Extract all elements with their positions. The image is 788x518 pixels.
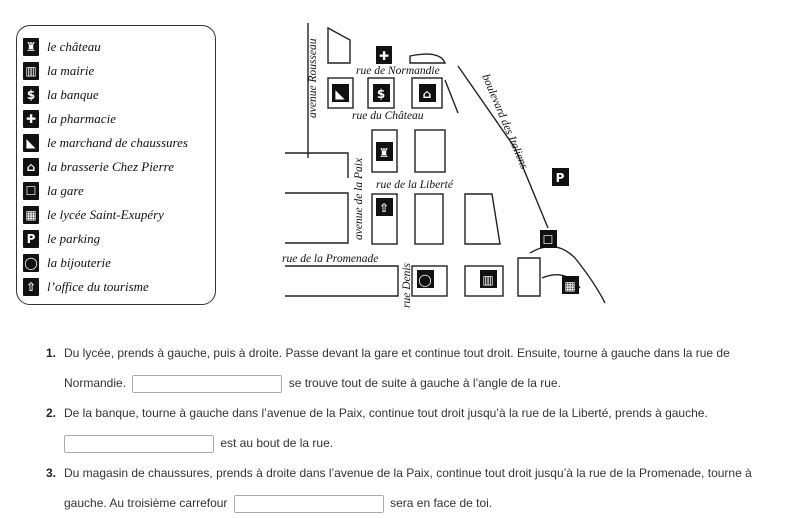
legend-label: la mairie	[47, 63, 95, 78]
legend-item-tourism-office	[23, 276, 149, 298]
question-continuation: se trouve tout de suite à gauche à l’angle de la rue.	[288, 376, 561, 390]
building-block	[328, 28, 350, 63]
building-block	[410, 54, 445, 63]
building-block	[415, 194, 443, 244]
answer-input-3[interactable]	[234, 495, 384, 513]
school-icon: ▦	[564, 279, 576, 293]
legend-label: l’office du tourisme	[47, 279, 149, 294]
street-edge	[285, 153, 348, 178]
question-3	[46, 458, 766, 518]
street-label-liberte: rue de la Liberté	[376, 179, 453, 191]
city-hall-icon: ▥	[23, 62, 39, 80]
question-number: 1.	[46, 346, 57, 360]
legend-item-shoe-store	[23, 132, 188, 154]
school-icon: ▦	[23, 206, 39, 224]
street-label-italiens: boulevard des Italiens	[479, 72, 531, 171]
legend-label: la bijouterie	[47, 255, 111, 270]
parking-icon: P	[555, 171, 565, 185]
question-text	[64, 338, 766, 398]
question-number: 2.	[46, 406, 57, 420]
legend-label: le marchand de chaussures	[47, 135, 188, 150]
shoe-icon: ◣	[335, 87, 345, 101]
legend-label: la brasserie Chez Pierre	[47, 159, 174, 174]
legend-item-castle	[23, 36, 101, 58]
pharmacy-cross-icon: ✚	[378, 49, 390, 63]
legend-item-train-station	[23, 180, 84, 202]
legend-item-city-hall	[23, 60, 94, 82]
shoe-icon: ◣	[23, 134, 39, 152]
question-text	[64, 458, 766, 518]
pharmacy-cross-icon: ✚	[23, 110, 39, 128]
question-prompt: Du magasin de chaussures, prends à droite dans l’avenue de la Paix, continue tout droit jusqu’à la rue de la Promenade, tourne à gauche. Au troisième carrefour	[64, 466, 752, 510]
tourism-office-icon: ⇧	[23, 278, 39, 296]
boulevard-edge	[445, 80, 458, 113]
building-block	[415, 130, 445, 172]
legend-label: le lycée Saint-Exupéry	[47, 207, 164, 222]
street-label-denis: rue Denis	[401, 262, 413, 308]
legend-label: la banque	[47, 87, 99, 102]
street-label-promenade: rue de la Promenade	[282, 253, 379, 265]
legend-label: le parking	[47, 231, 101, 246]
building-block	[285, 193, 348, 243]
boulevard-edge	[530, 247, 605, 303]
street-label-normandie: rue de Normandie	[356, 65, 440, 77]
answer-input-1[interactable]	[132, 375, 282, 393]
question-text	[64, 398, 766, 458]
bank-icon: $	[23, 86, 39, 104]
bank-icon: $	[376, 87, 386, 101]
tourism-office-icon: ⇧	[378, 201, 390, 215]
question-continuation: est au bout de la rue.	[220, 436, 334, 450]
legend-item-parking	[23, 228, 100, 250]
parking-icon: P	[23, 230, 39, 248]
question-prompt: De la banque, tourne à gauche dans l’avenue de la Paix, continue tout droit jusqu’à la rue de la Liberté, prends à gauche.	[64, 406, 708, 420]
question-continuation: sera en face de toi.	[390, 496, 493, 510]
building-block	[465, 194, 500, 244]
street-label-rousseau: avenue Rousseau	[307, 38, 319, 118]
legend-item-lycee	[23, 204, 164, 226]
castle-icon: ♜	[23, 38, 39, 56]
legend-item-pharmacy	[23, 108, 116, 130]
building-block	[518, 258, 540, 296]
train-icon: ☐	[542, 233, 554, 247]
legend-item-brasserie	[23, 156, 174, 178]
train-icon: ☐	[23, 182, 39, 200]
legend-label: la pharmacie	[47, 111, 116, 126]
city-hall-icon: ▥	[482, 273, 494, 287]
question-list	[46, 338, 766, 518]
building-block	[285, 266, 398, 296]
town-map	[280, 18, 610, 308]
legend-item-bank	[23, 84, 99, 106]
map-legend	[16, 25, 216, 305]
question-1	[46, 338, 766, 398]
question-prompt: Du lycée, prends à gauche, puis à droite. Passe devant la gare et continue tout droit. Ensuite, tourne à gauche dans la rue de Normandie.	[64, 346, 730, 390]
street-label-chateau: rue du Château	[352, 110, 424, 122]
castle-icon: ♜	[378, 146, 390, 160]
question-number: 3.	[46, 466, 57, 480]
legend-label: la gare	[47, 183, 84, 198]
street-label-paix: avenue de la Paix	[353, 157, 365, 240]
ring-icon: ◯	[418, 273, 432, 287]
brasserie-house-icon: ⌂	[23, 158, 39, 176]
legend-label: le château	[47, 39, 101, 54]
question-2	[46, 398, 766, 458]
answer-input-2[interactable]	[64, 435, 214, 453]
ring-icon: ◯	[24, 256, 38, 270]
boulevard-edge	[458, 66, 548, 228]
brasserie-house-icon: ⌂	[422, 87, 432, 101]
legend-item-jewelry	[23, 252, 111, 274]
